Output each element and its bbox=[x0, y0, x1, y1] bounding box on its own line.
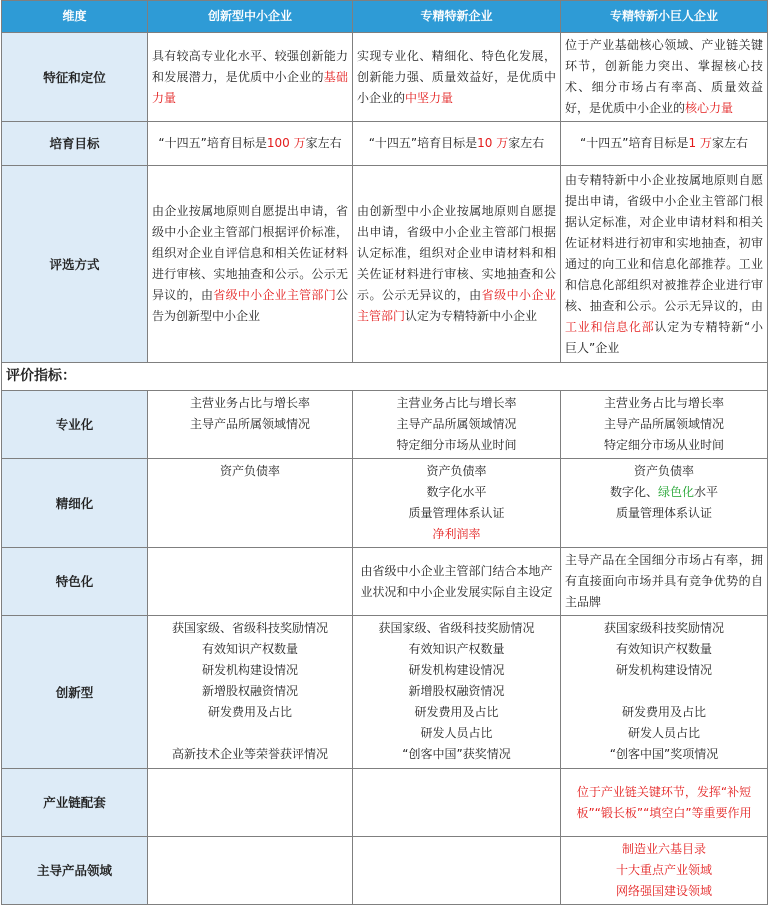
highlight-text: 中坚力量 bbox=[405, 90, 454, 105]
feature-specialized: 实现专业化、精细化、特色化发展，创新能力强、质量效益好，是优质中小企业的中坚力量 bbox=[353, 33, 561, 122]
metric-innovation bbox=[2, 616, 768, 769]
row-feature bbox=[2, 33, 768, 122]
metric-label-domain: 主导产品领域 bbox=[2, 837, 148, 905]
refinement-specialized: 资产负债率 数字化水平 质量管理体系认证 净利润率 bbox=[353, 459, 561, 548]
row-label-target: 培育目标 bbox=[2, 122, 148, 166]
header-little-giant: 专精特新小巨人企业 bbox=[561, 1, 768, 33]
row-method bbox=[2, 166, 768, 363]
specialization-specialized: 主营业务占比与增长率 主导产品所属领域情况 特定细分市场从业时间 bbox=[353, 391, 561, 459]
header-innovative-sme: 创新型中小企业 bbox=[148, 1, 353, 33]
chain-little-giant: 位于产业链关键环节，发挥“补短板”“锻长板”“填空白”等重要作用 bbox=[561, 769, 768, 837]
innovation-little-giant: 获国家级科技奖励情况 有效知识产权数量 研发机构建设情况 研发费用及占比 研发人员占比 “创客中国”奖项情况 bbox=[561, 616, 768, 769]
innovation-innovative: 获国家级、省级科技奖励情况 有效知识产权数量 研发机构建设情况 新增股权融资情况 研发费用及占比 高新技术企业等荣誉获评情况 bbox=[148, 616, 353, 769]
row-target bbox=[2, 122, 768, 166]
metric-chain bbox=[2, 769, 768, 837]
header-dimension: 维度 bbox=[2, 1, 148, 33]
domain-specialized bbox=[353, 837, 561, 905]
metric-refinement bbox=[2, 459, 768, 548]
method-innovative: 由企业按属地原则自愿提出申请，省级中小企业主管部门根据评价标准，组织对企业自评信息和相关佐证材料进行审核、实地抽查和公示。公示无异议的，由省级中小企业主管部门公告为创新型中小企业 bbox=[148, 166, 353, 363]
metric-label-innovation: 创新型 bbox=[2, 616, 148, 769]
refinement-innovative: 资产负债率 bbox=[148, 459, 353, 548]
specialization-innovative: 主营业务占比与增长率 主导产品所属领域情况 bbox=[148, 391, 353, 459]
metric-characteristic bbox=[2, 548, 768, 616]
highlight-text: 基础力量 bbox=[152, 69, 348, 105]
metric-domain bbox=[2, 837, 768, 905]
target-little-giant: “十四五”培育目标是1 万家左右 bbox=[561, 122, 768, 166]
highlight-text: 1 万 bbox=[688, 136, 712, 150]
highlight-text: 工业和信息化部 bbox=[565, 319, 655, 334]
highlight-text: 绿色化 bbox=[657, 485, 694, 499]
method-specialized: 由创新型中小企业按属地原则自愿提出申请，省级中小企业主管部门根据认定标准，组织对企业申请材料和相关佐证材料进行审核、实地抽查和公示。公示无异议的，由省级中小企业主管部门认定为专精特新中小企业 bbox=[353, 166, 561, 363]
highlight-text: 10 万 bbox=[477, 136, 509, 150]
domain-little-giant: 制造业六基目录 十大重点产业领域 网络强国建设领域 bbox=[561, 837, 768, 905]
metric-label-specialization: 专业化 bbox=[2, 391, 148, 459]
specialization-little-giant: 主营业务占比与增长率 主导产品所属领域情况 特定细分市场从业时间 bbox=[561, 391, 768, 459]
comparison-table bbox=[1, 0, 768, 905]
section-title: 评价指标： bbox=[2, 363, 768, 391]
chain-innovative bbox=[148, 769, 353, 837]
method-little-giant: 由专精特新中小企业按属地原则自愿提出申请，省级中小企业主管部门根据认定标准，对企业申请材料和相关佐证材料进行初审和实地抽查，初审通过的向工业和信息化部推荐。工业和信息化部组织对被推荐企业进行审核、抽查和公示。公示无异议的，由工业和信息化部认定为专精特新“小巨人”企业 bbox=[561, 166, 768, 363]
characteristic-innovative bbox=[148, 548, 353, 616]
metric-label-characteristic: 特色化 bbox=[2, 548, 148, 616]
highlight-text: 省级中小企业主管部门 bbox=[357, 288, 556, 323]
row-label-method: 评选方式 bbox=[2, 166, 148, 363]
highlight-text: 省级中小企业主管部门 bbox=[213, 288, 336, 302]
highlight-text: 净利润率 bbox=[432, 527, 481, 541]
feature-little-giant: 位于产业基础核心领域、产业链关键环节，创新能力突出、掌握核心技术、细分市场占有率高、质量效益好，是优质中小企业的核心力量 bbox=[561, 33, 768, 122]
domain-innovative bbox=[148, 837, 353, 905]
header-row bbox=[2, 1, 768, 33]
row-label-feature: 特征和定位 bbox=[2, 33, 148, 122]
refinement-little-giant: 资产负债率 数字化、绿色化水平 质量管理体系认证 bbox=[561, 459, 768, 548]
metric-specialization bbox=[2, 391, 768, 459]
metric-label-chain: 产业链配套 bbox=[2, 769, 148, 837]
header-specialized-sme: 专精特新企业 bbox=[353, 1, 561, 33]
characteristic-specialized: 由省级中小企业主管部门结合本地产业状况和中小企业发展实际自主设定 bbox=[353, 548, 561, 616]
section-row bbox=[2, 363, 768, 391]
innovation-specialized: 获国家级、省级科技奖励情况 有效知识产权数量 研发机构建设情况 新增股权融资情况 研发费用及占比 研发人员占比 “创客中国”获奖情况 bbox=[353, 616, 561, 769]
feature-innovative: 具有较高专业化水平、较强创新能力和发展潜力，是优质中小企业的基础力量 bbox=[148, 33, 353, 122]
target-innovative: “十四五”培育目标是100 万家左右 bbox=[148, 122, 353, 166]
highlight-text: 核心力量 bbox=[685, 101, 734, 115]
highlight-text: 100 万 bbox=[266, 136, 306, 150]
target-specialized: “十四五”培育目标是10 万家左右 bbox=[353, 122, 561, 166]
metric-label-refinement: 精细化 bbox=[2, 459, 148, 548]
characteristic-little-giant: 主导产品在全国细分市场占有率，拥有直接面向市场并具有竞争优势的自主品牌 bbox=[561, 548, 768, 616]
chain-specialized bbox=[353, 769, 561, 837]
